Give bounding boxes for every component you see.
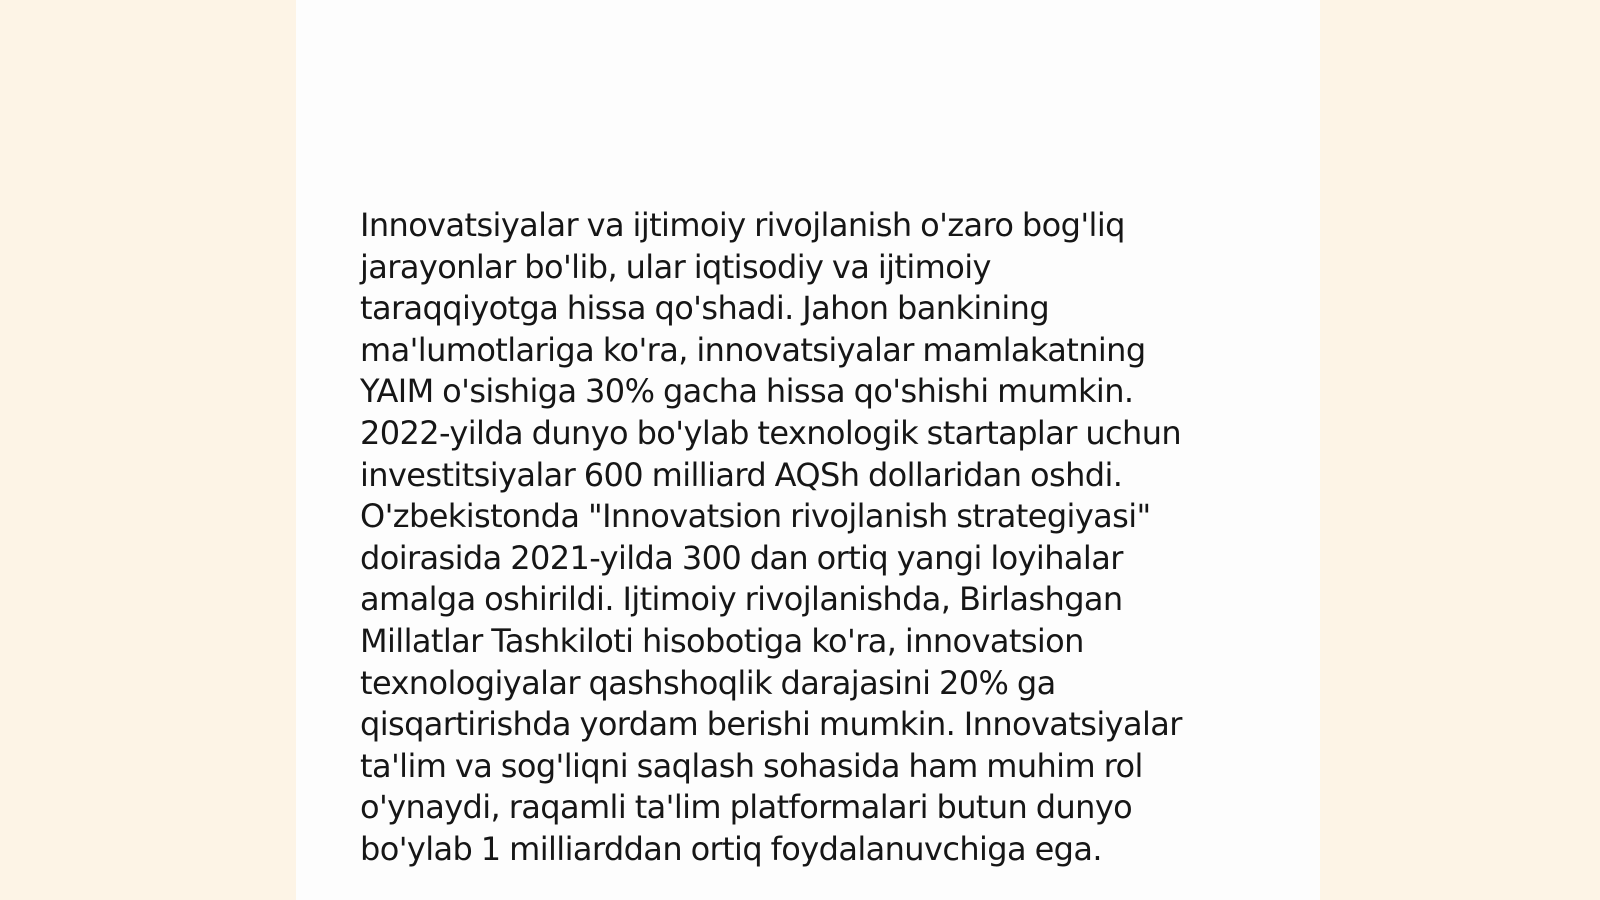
paragraph-line: jarayonlar bo'lib, ular iqtisodiy va ijtimoiy	[360, 247, 991, 286]
paragraph-line: texnologiyalar qashshoqlik darajasini 20% ga	[360, 663, 1056, 702]
paragraph-line: taraqqiyotga hissa qo'shadi. Jahon bankining	[360, 289, 1050, 328]
paragraph-line: ta'lim va sog'liqni saqlash sohasida ham muhim rol	[360, 746, 1143, 785]
paragraph-line: doirasida 2021-yilda 300 dan ortiq yangi loyihalar	[360, 538, 1123, 577]
paragraph-line: YAIM o'sishiga 30% gacha hissa qo'shishi mumkin.	[360, 372, 1134, 411]
paragraph-line: amalga oshirildi. Ijtimoiy rivojlanishda, Birlashgan	[360, 580, 1123, 619]
paragraph-line: Innovatsiyalar va ijtimoiy rivojlanish o'zaro bog'liq	[360, 206, 1125, 244]
paragraph-line: Millatlar Tashkiloti hisobotiga ko'ra, innovatsion	[360, 621, 1084, 660]
paragraph-line: investitsiyalar 600 milliard AQSh dollaridan oshdi.	[360, 455, 1123, 494]
paragraph-line: O'zbekistonda "Innovatsion rivojlanish strategiyasi"	[360, 497, 1151, 536]
paragraph-line: bo'ylab 1 milliarddan ortiq foydalanuvchiga ega.	[360, 829, 1102, 868]
paragraph-line: o'ynaydi, raqamli ta'lim platformalari butun dunyo	[360, 788, 1133, 827]
paragraph-line: 2022-yilda dunyo bo'ylab texnologik startaplar uchun	[360, 413, 1182, 452]
paragraph-line: ma'lumotlariga ko'ra, innovatsiyalar mamlakatning	[360, 330, 1146, 369]
paragraph-line: qisqartirishda yordam berishi mumkin. Innovatsiyalar	[360, 705, 1182, 744]
document-page	[296, 0, 1320, 900]
article-paragraph	[360, 205, 1240, 871]
